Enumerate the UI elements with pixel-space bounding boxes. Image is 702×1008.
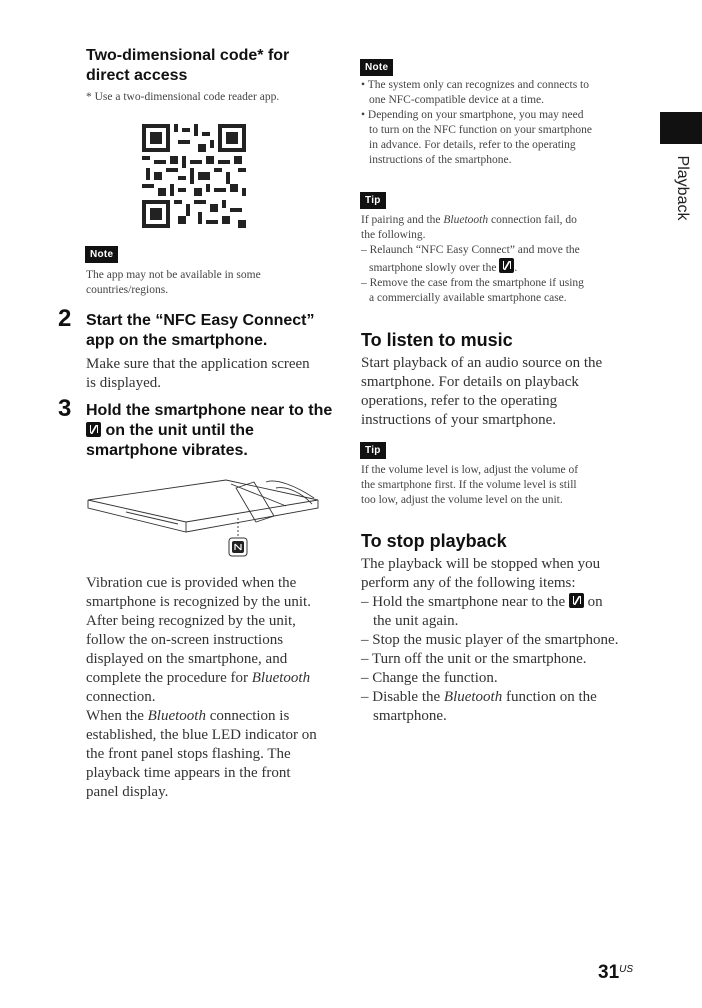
tip-badge-1: Tip: [361, 190, 385, 208]
note-badge-right: Note: [361, 57, 392, 75]
listen-body: Start playback of an audio source on the smartphone. For details on playback operations, refer to the operating instructions of your smartphone.: [361, 355, 603, 428]
stop-body: The playback will be stopped when you perform any of the following items: – Hold the smartphone near to the on the unit again. – Stop the music player of the smartphone. – Turn off the unit or the smartphone. – Change the function. – Disable the Bluetooth function on the smartphone.: [361, 556, 619, 724]
n-mark-icon: [86, 422, 101, 437]
n-mark-icon: [499, 258, 514, 273]
qr-footnote: * Use a two-dimensional code reader app.: [86, 91, 280, 103]
qr-code: [142, 124, 246, 228]
step-2-title: Start the “NFC Easy Connect” app on the smartphone.: [86, 312, 315, 349]
step-2-number: 2: [58, 305, 72, 332]
listen-heading: To listen to music: [361, 330, 513, 350]
section-tab-marker: [660, 112, 702, 144]
step-3-number: 3: [58, 395, 72, 422]
tip-text-2: If the volume level is low, adjust the volume of the smartphone first. If the volume level is still too low, adjust the volume level on the unit.: [361, 464, 579, 506]
page-number: $31^{US}$: [598, 962, 634, 983]
qr-heading: Two-dimensional code* for direct access: [86, 47, 290, 84]
tip-badge-2: Tip: [361, 440, 385, 458]
tip-text-1: If pairing and the Bluetooth connection fail, do the following. – Relaunch “NFC Easy Connect” and move the smartphone slowly over the . – Remove the case from the smartphone if using a commercially available smartphone case.: [361, 214, 584, 304]
step-2-body: Make sure that the application screen is displayed.: [86, 356, 310, 391]
note-badge-left: Note: [86, 244, 117, 262]
unit-smartphone-illustration: [86, 476, 326, 566]
note-list-right: • The system only can recognizes and connects to one NFC-compatible device at a time. • Depending on your smartphone, you may need to turn on the NFC function on your smartphone in advance. For details, refer to the operating instructions of the smartphone.: [361, 79, 592, 166]
stop-heading: To stop playback: [361, 531, 507, 551]
note-text-left: The app may not be available in some countries/regions.: [86, 269, 261, 296]
step-3-body: Vibration cue is provided when the smartphone is recognized by the unit. After being recognized by the unit, follow the on-screen instructions displayed on the smartphone, and complete the procedure for Bluetooth connection. When the Bluetooth connection is established, the blue LED indicator on the front panel stops flashing. The playback time appears in the front panel display.: [86, 575, 317, 800]
side-tab-label-wrap: [668, 148, 696, 228]
step-3-title: Hold the smartphone near to the on the unit until the smartphone vibrates.: [86, 402, 333, 459]
side-tab-label: Playback: [674, 155, 691, 221]
n-mark-icon: [569, 593, 584, 608]
